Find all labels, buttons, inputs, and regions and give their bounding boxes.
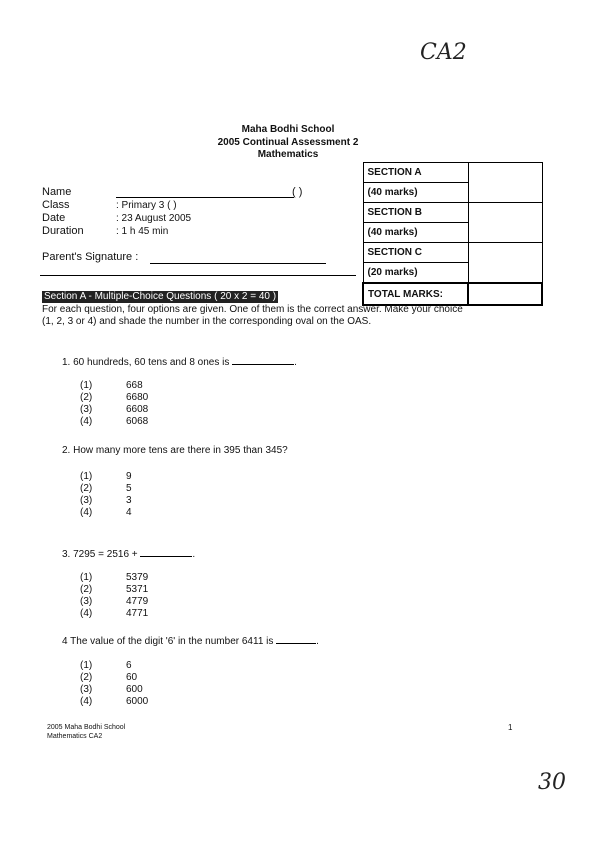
option-row (80, 596, 148, 608)
option-row (80, 608, 148, 620)
option-row (80, 404, 148, 416)
section-b-title-row (363, 203, 542, 223)
option-value: 9 (126, 471, 132, 482)
footer-subject: Mathematics CA2 (47, 733, 103, 740)
name-line (116, 197, 294, 198)
section-a-title-row (363, 163, 542, 183)
option-number: (4) (80, 696, 93, 707)
option-number: (1) (80, 660, 93, 671)
option-value: 60 (126, 672, 138, 683)
answer-blank (140, 548, 192, 557)
option-value: 4779 (126, 596, 149, 607)
option-number: (4) (80, 608, 93, 619)
question-number: 3. (62, 549, 71, 560)
option-number: (3) (80, 596, 93, 607)
question-text: 60 hundreds, 60 tens and 8 ones is (73, 357, 230, 368)
option-value: 5371 (126, 584, 149, 595)
option-value: 6680 (126, 392, 149, 403)
section-a-title: SECTION A (363, 163, 468, 183)
question-number: 4 (62, 636, 68, 647)
total-marks-label: TOTAL MARKS: (363, 283, 468, 305)
answer-blank (276, 635, 316, 644)
exam-title: 2005 Continual Assessment 2 (217, 137, 359, 148)
question-text: The value of the digit '6' in the number 6411 is (70, 636, 274, 647)
date-label: Date (42, 212, 66, 224)
marks-table (362, 162, 543, 306)
section-b-marks: (40 marks) (363, 223, 468, 243)
option-row (80, 416, 148, 428)
question-number: 1. (62, 357, 71, 368)
question-1 (62, 356, 297, 368)
option-number: (2) (80, 392, 93, 403)
section-b-title: SECTION B (363, 203, 468, 223)
section-a-heading: Section A - Multiple-Choice Questions ( 20 x 2 = 40 ) (44, 291, 277, 302)
question-3-options (80, 572, 148, 620)
option-value: 600 (126, 684, 143, 695)
question-4 (62, 635, 319, 647)
class-value: : Primary 3 ( ) (116, 200, 177, 211)
total-marks-box (468, 283, 542, 305)
question-tail: . (192, 549, 196, 560)
question-4-options (80, 660, 148, 708)
instructions: For each question, four options are given. One of them is the correct answer. Make your choice (1, 2, 3 or 4) and shade the number in the corresponding oval on the OAS. (42, 304, 463, 327)
answer-blank (232, 356, 294, 365)
option-number: (3) (80, 495, 93, 506)
option-value: 4771 (126, 608, 149, 619)
option-row (80, 696, 148, 708)
option-number: (2) (80, 483, 93, 494)
footer (47, 723, 125, 741)
question-number: 2. (62, 445, 71, 456)
question-2-options (80, 471, 132, 519)
option-number: (2) (80, 672, 93, 683)
question-text: How many more tens are there in 395 than 345? (73, 445, 288, 456)
total-row (363, 283, 542, 305)
option-row (80, 684, 148, 696)
option-number: (1) (80, 471, 93, 482)
section-c-title-row (363, 243, 542, 263)
question-tail: . (316, 636, 319, 647)
school-name: Maha Bodhi School (241, 124, 335, 135)
option-row (80, 380, 148, 392)
handwritten-page-count: 30 (538, 770, 566, 795)
name-label: Name (42, 186, 72, 198)
section-a-score-box (468, 163, 542, 203)
section-c-marks: (20 marks) (363, 263, 468, 284)
section-b-score-box (468, 203, 542, 243)
subject-title: Mathematics (257, 149, 319, 160)
question-text: 7295 = 2516 + (73, 549, 138, 560)
option-number: (4) (80, 416, 93, 427)
date-value: : 23 August 2005 (116, 213, 192, 224)
option-number: (3) (80, 684, 93, 695)
option-number: (4) (80, 507, 93, 518)
option-number: (2) (80, 584, 93, 595)
divider-rule (40, 275, 356, 276)
option-row (80, 507, 132, 519)
option-value: 6 (126, 660, 132, 671)
option-row (80, 572, 148, 584)
section-c-title: SECTION C (363, 243, 468, 263)
handwritten-ca2: CA2 (420, 40, 467, 65)
section-a-marks: (40 marks) (363, 183, 468, 203)
option-number: (3) (80, 404, 93, 415)
option-value: 5 (126, 483, 132, 494)
option-row (80, 660, 148, 672)
question-2 (62, 445, 288, 456)
option-row (80, 471, 132, 483)
option-value: 6608 (126, 404, 149, 415)
question-1-options (80, 380, 148, 428)
question-3 (62, 548, 195, 560)
question-tail: . (294, 357, 297, 368)
duration-label: Duration (42, 225, 84, 237)
option-row (80, 392, 148, 404)
option-row (80, 584, 148, 596)
option-row (80, 495, 132, 507)
page-number: 1 (508, 723, 513, 732)
option-value: 3 (126, 495, 132, 506)
footer-school: 2005 Maha Bodhi School (47, 724, 126, 731)
option-value: 668 (126, 380, 143, 391)
duration-value: : 1 h 45 min (116, 226, 169, 237)
section-c-score-box (468, 243, 542, 284)
option-row (80, 672, 148, 684)
option-value: 5379 (126, 572, 149, 583)
option-number: (1) (80, 380, 93, 391)
option-value: 4 (126, 507, 132, 518)
class-label: Class (42, 199, 70, 211)
name-brackets: ( ) (292, 186, 303, 198)
option-value: 6068 (126, 416, 149, 427)
option-number: (1) (80, 572, 93, 583)
option-row (80, 483, 132, 495)
option-value: 6000 (126, 696, 149, 707)
parent-signature-line (150, 263, 326, 264)
parent-signature-label: Parent's Signature : (42, 251, 139, 263)
